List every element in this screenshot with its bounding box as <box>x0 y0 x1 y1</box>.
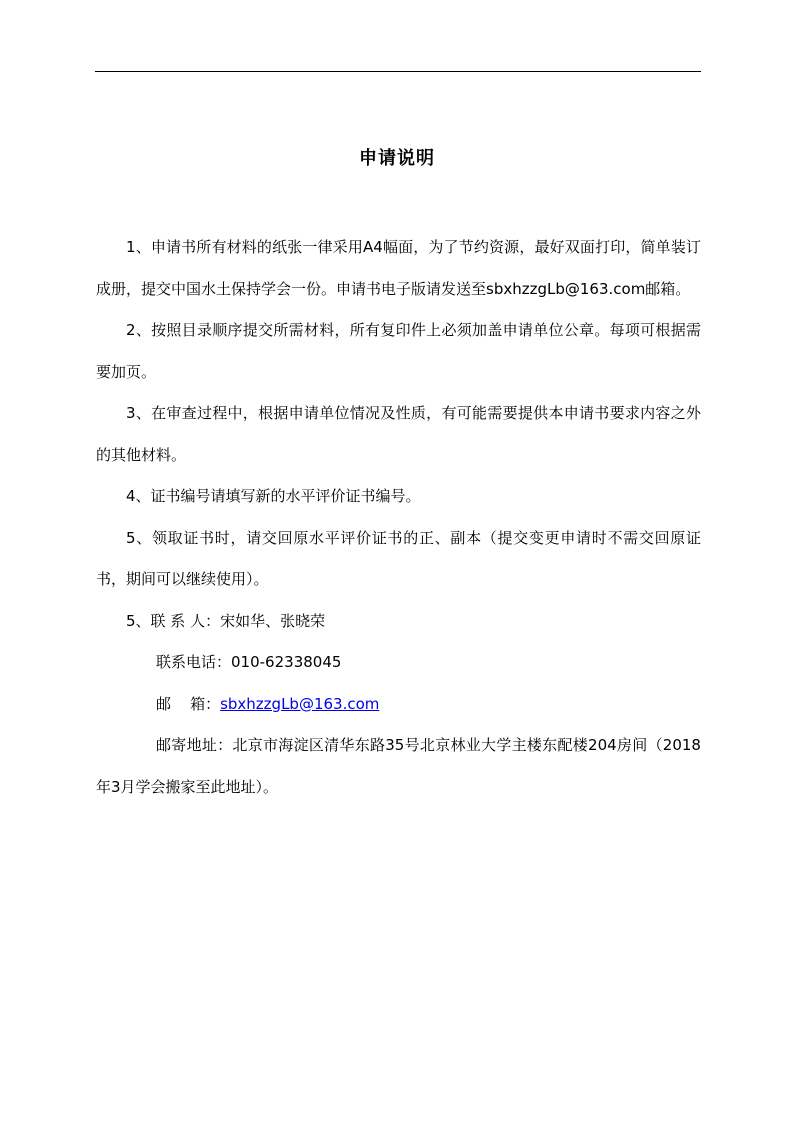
paragraph-4: 4、证书编号请填写新的水平评价证书编号。 <box>126 487 421 505</box>
contact-phone-line <box>96 642 701 684</box>
contact-phone-value: 010-62338045 <box>231 653 342 671</box>
contact-person-label: 5、联 系 人： <box>126 611 221 630</box>
paragraph-2: 2、按照目录顺序提交所需材料，所有复印件上必须加盖申请单位公章。每项可根据需要加页。 <box>96 321 701 381</box>
paragraph-5: 5、领取证书时，请交回原水平评价证书的正、副本（提交变更申请时不需交回原证书，期间可以继续使用）。 <box>96 528 701 588</box>
header-rule <box>95 71 701 72</box>
contact-person-value: 宋如华、张晓荣 <box>220 611 326 630</box>
paragraph-1: 1、申请书所有材料的纸张一律采用A4幅面，为了节约资源，最好双面打印，简单装订成册，提交中国水土保持学会一份。申请书电子版请发送至sbxhzzgLb@163.com邮箱。 <box>96 238 701 298</box>
paragraph-3: 3、在审查过程中，根据申请单位情况及性质，有可能需要提供本申请书要求内容之外的其他材料。 <box>96 404 701 464</box>
contact-email-label: 邮 箱： <box>156 694 221 713</box>
contact-address-value: 北京市海淀区清华东路35号北京林业大学主楼东配楼204房间（2018年3月学会搬家至此地址）。 <box>96 736 701 796</box>
contact-phone-label: 联系电话： <box>156 653 232 671</box>
contact-address-line <box>96 725 701 808</box>
document-body <box>96 227 701 808</box>
contact-person-line <box>96 601 701 643</box>
contact-address-label: 邮寄地址： <box>156 736 233 754</box>
contact-email-link[interactable]: sbxhzzgLb@163.com <box>220 694 380 713</box>
page-title: 申请说明 <box>359 148 435 169</box>
contact-email-line <box>96 684 701 726</box>
